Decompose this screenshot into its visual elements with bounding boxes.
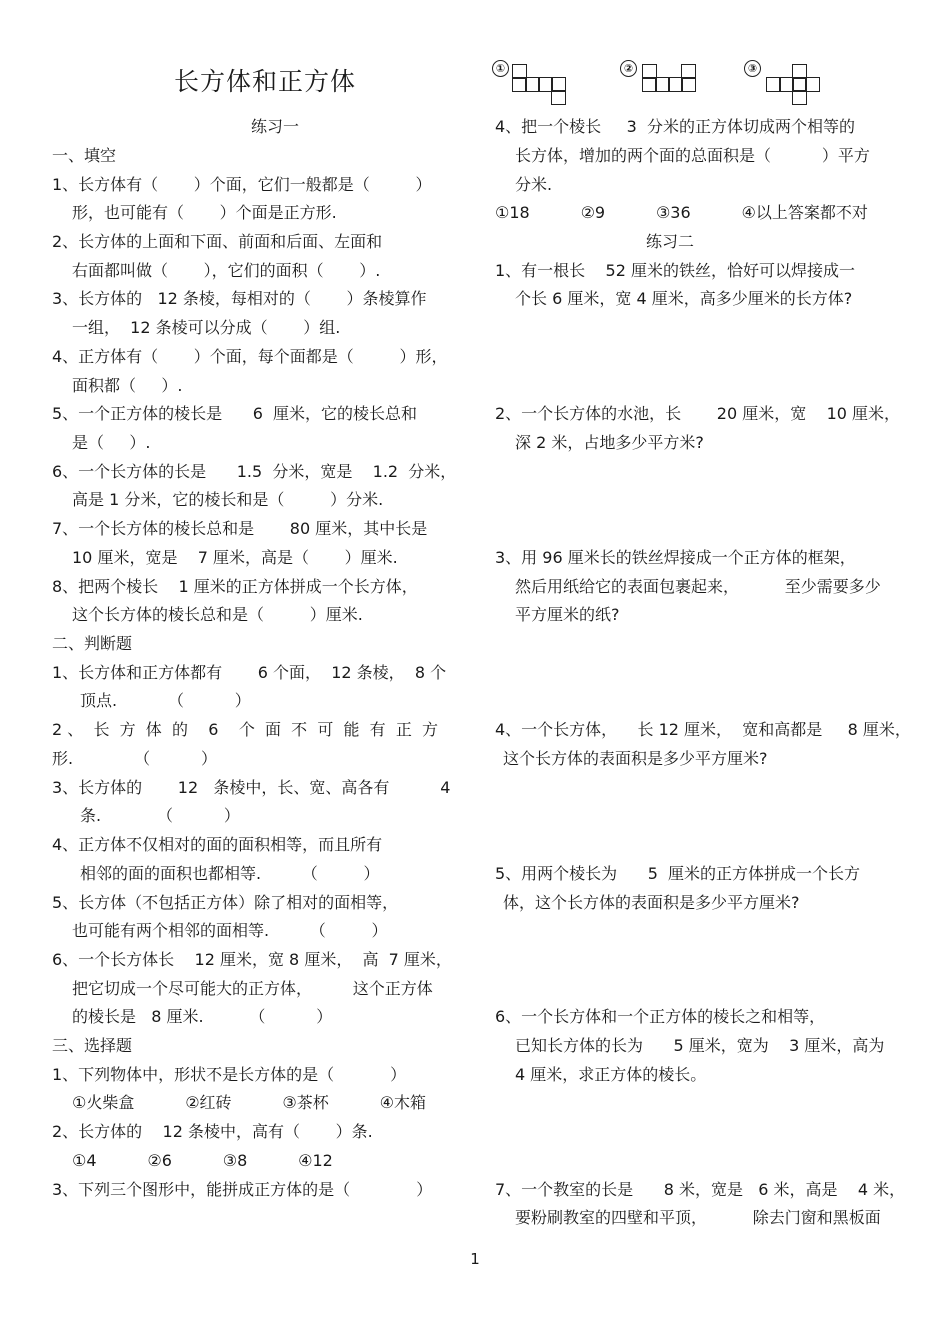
fill-q6-line2: 高是 1 分米，它的棱长和是（ ）分米. xyxy=(72,490,384,509)
fill-q8-line2: 这个长方体的棱长总和是（ ）厘米. xyxy=(72,605,363,624)
problem-2-line2: 深 2 米，占地多少平方米? xyxy=(515,433,704,452)
fill-q1-line2: 形，也可能有（ ）个面是正方形. xyxy=(72,203,337,222)
problem-6-line3: 4 厘米，求正方体的棱长。 xyxy=(515,1065,707,1084)
fill-q1-line1: 1、长方体有（ ）个面，它们一般都是（ ） xyxy=(52,175,432,194)
figure-1-label: ① xyxy=(492,60,509,77)
problem-2-line1: 2、一个长方体的水池，长 20 厘米，宽 10 厘米， xyxy=(495,404,901,423)
choice-q4-line2: 长方体，增加的两个面的总面积是（ ）平方 xyxy=(515,146,870,165)
judge-q6-line3: 的棱长是 8 厘米. （ ） xyxy=(72,1007,333,1026)
fill-q3-line1: 3、长方体的 12 条棱，每相对的（ ）条棱算作 xyxy=(52,289,427,308)
problem-6-line1: 6、一个长方体和一个正方体的棱长之和相等， xyxy=(495,1007,826,1026)
judge-q3-line2: 条. （ ） xyxy=(80,806,240,825)
fill-q4-line2: 面积都（ ）. xyxy=(72,376,183,395)
problem-3-line3: 平方厘米的纸? xyxy=(515,605,620,624)
section-choice: 三、选择题 xyxy=(52,1036,133,1055)
cube-net-figures xyxy=(490,56,830,108)
fill-q7-line1: 7、一个长方体的棱长总和是 80 厘米，其中长是 xyxy=(52,519,428,538)
problem-4-line1: 4、一个长方体， 长 12 厘米， 宽和高都是 8 厘米， xyxy=(495,720,911,739)
exercise-1-heading: 练习一 xyxy=(250,117,299,136)
judge-q5-line1: 5、长方体（不包括正方体）除了相对的面相等， xyxy=(52,893,399,912)
choice-q4-line3: 分米. xyxy=(515,175,553,194)
fill-q8-line1: 8、把两个棱长 1 厘米的正方体拼成一个长方体， xyxy=(52,577,418,596)
section-true-false: 二、判断题 xyxy=(52,634,133,653)
section-fill-blank: 一、填空 xyxy=(52,146,117,165)
judge-q1-line2: 顶点. （ ） xyxy=(80,691,251,710)
choice-q1-options: ①火柴盒 ②红砖 ③茶杯 ④木箱 xyxy=(72,1093,426,1112)
fill-q2-line2: 右面都叫做（ ），它们的面积（ ）. xyxy=(72,261,381,280)
judge-q4-line1: 4、正方体不仅相对的面的面积相等，而且所有 xyxy=(52,835,383,854)
choice-q4-line1: 4、把一个棱长 3 分米的正方体切成两个相等的 xyxy=(495,117,855,136)
fill-q5-line2: 是（ ）. xyxy=(72,433,151,452)
judge-q1-line1: 1、长方体和正方体都有 6 个面， 12 条棱， 8 个 xyxy=(52,663,447,682)
problem-1-line1: 1、有一根长 52 厘米的铁丝，恰好可以焊接成一 xyxy=(495,261,855,280)
figure-2-label: ② xyxy=(620,60,637,77)
choice-q3-line1: 3、下列三个图形中，能拼成正方体的是（ ） xyxy=(52,1180,433,1199)
problem-7-line2: 要粉刷教室的四壁和平顶， 除去门窗和黑板面 xyxy=(515,1208,881,1227)
figure-3-label: ③ xyxy=(744,60,761,77)
judge-q6-line1: 6、一个长方体长 12 厘米，宽 8 厘米， 高 7 厘米， xyxy=(52,950,452,969)
problem-1-line2: 个长 6 厘米，宽 4 厘米，高多少厘米的长方体? xyxy=(515,289,853,308)
exercise-2-heading: 练习二 xyxy=(645,232,694,251)
fill-q2-line1: 2、长方体的上面和下面、前面和后面、左面和 xyxy=(52,232,383,251)
problem-4-line2: 这个长方体的表面积是多少平方厘米? xyxy=(503,749,768,768)
fill-q5-line1: 5、一个正方体的棱长是 6 厘米，它的棱长总和 xyxy=(52,404,418,423)
judge-q2-line2: 形. （ ） xyxy=(52,749,217,768)
fill-q6-line1: 6、一个长方体的长是 1.5 分米，宽是 1.2 分米， xyxy=(52,462,457,481)
judge-q3-line1: 3、长方体的 12 条棱中，长、宽、高各有 4 xyxy=(52,778,451,797)
problem-3-line1: 3、用 96 厘米长的铁丝焊接成一个正方体的框架， xyxy=(495,548,856,567)
choice-q2-options: ①4 ②6 ③8 ④12 xyxy=(72,1151,333,1170)
judge-q4-line2: 相邻的面的面积也都相等. （ ） xyxy=(80,864,380,883)
problem-7-line1: 7、一个教室的长是 8 米，宽是 6 米，高是 4 米， xyxy=(495,1180,906,1199)
choice-q4-options: ①18 ②9 ③36 ④以上答案都不对 xyxy=(495,203,868,222)
fill-q3-line2: 一组， 12 条棱可以分成（ ）组. xyxy=(72,318,341,337)
choice-q2-line1: 2、长方体的 12 条棱中，高有（ ）条. xyxy=(52,1122,373,1141)
fill-q7-line2: 10 厘米，宽是 7 厘米，高是（ ）厘米. xyxy=(72,548,398,567)
problem-5-line2: 体，这个长方体的表面积是多少平方厘米? xyxy=(503,893,800,912)
fill-q4-line1: 4、正方体有（ ）个面，每个面都是（ ）形， xyxy=(52,347,448,366)
page-number: 1 xyxy=(470,1250,480,1268)
judge-q6-line2: 把它切成一个尽可能大的正方体， 这个正方体 xyxy=(72,979,433,998)
choice-q1-line1: 1、下列物体中，形状不是长方体的是（ ） xyxy=(52,1065,407,1084)
judge-q2-line1: 2 、 长 方 体 的 6 个 面 不 可 能 有 正 方 xyxy=(52,720,439,739)
page-title: 长方体和正方体 xyxy=(173,67,356,96)
judge-q5-line2: 也可能有两个相邻的面相等. （ ） xyxy=(72,921,388,940)
problem-6-line2: 已知长方体的长为 5 厘米，宽为 3 厘米，高为 xyxy=(515,1036,885,1055)
problem-5-line1: 5、用两个棱长为 5 厘米的正方体拼成一个长方 xyxy=(495,864,861,883)
problem-3-line2: 然后用纸给它的表面包裹起来， 至少需要多少 xyxy=(515,577,881,596)
